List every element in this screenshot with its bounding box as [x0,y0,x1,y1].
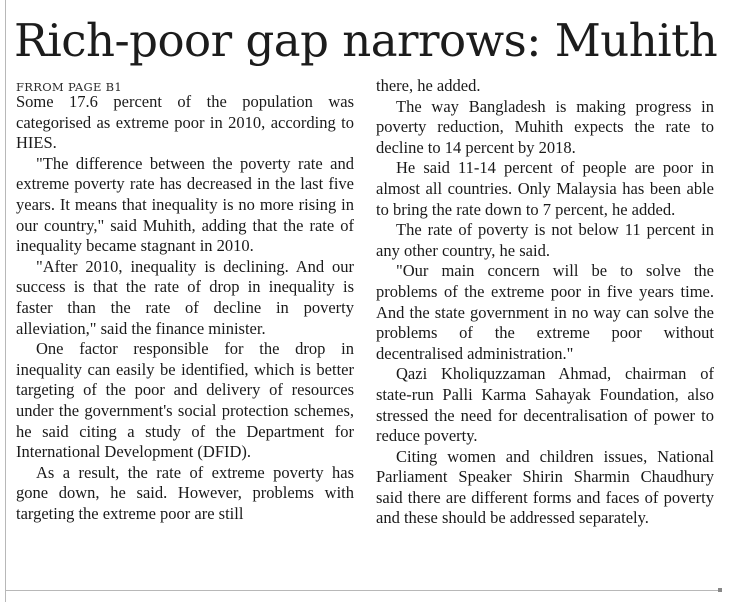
paragraph: The way Bangladesh is making progress in poverty reduction, Muhith expects the rate to decline to 14 percent by 2018. [376,96,714,157]
bottom-rule [5,590,720,591]
paragraph: Some 17.6 percent of the population was categorised as extreme poor in 2010, according to HIES. [16,92,354,153]
paragraph: He said 11-14 percent of people are poor in almost all countries. Only Malaysia has been able to bring the rate down to 7 percent, he added. [376,158,714,219]
paragraph: Citing women and children issues, National Parliament Speaker Shirin Sharmin Chaudhury said there are different forms and faces of poverty and these should be addressed separately. [376,446,714,528]
paragraph: "The difference between the poverty rate and extreme poverty rate has decreased in the last five years. It means that inequality is no more rising in our country," said Muhith, adding that the rate of inequality became stagnant in 2010. [16,153,354,256]
paragraph: Qazi Kholiquzzaman Ahmad, chairman of state-run Palli Karma Sahayak Foundation, also stressed the need for decentralisation of power to reduce poverty. [376,364,714,446]
paragraph: As a result, the rate of extreme poverty has gone down, he said. However, problems with targeting the extreme poor are still [16,462,354,523]
corner-mark [718,588,722,592]
paragraph: "Our main concern will be to solve the problems of the extreme poor in five years time. And the state government in no way can solve the problems of the extreme poor without decentralised administration." [376,261,714,363]
headline: Rich-poor gap narrows: Muhith [14,14,718,67]
jump-label: FRROM PAGE B1 [16,80,123,94]
article-column-right [376,76,714,529]
article-column-left [16,92,354,524]
paragraph: One factor responsible for the drop in inequality can easily be identified, which is better targeting of the poor and delivery of resources under the government's social protection schemes, he said citing a study of the Department for International Development (DFID). [16,339,354,462]
paragraph: "After 2010, inequality is declining. And our success is that the rate of drop in inequality is faster than the rate of decline in poverty alleviation," said the finance minister. [16,256,354,338]
paragraph: there, he added. [376,76,481,95]
left-margin-rule [5,0,6,602]
paragraph: The rate of poverty is not below 11 percent in any other country, he said. [376,220,714,260]
